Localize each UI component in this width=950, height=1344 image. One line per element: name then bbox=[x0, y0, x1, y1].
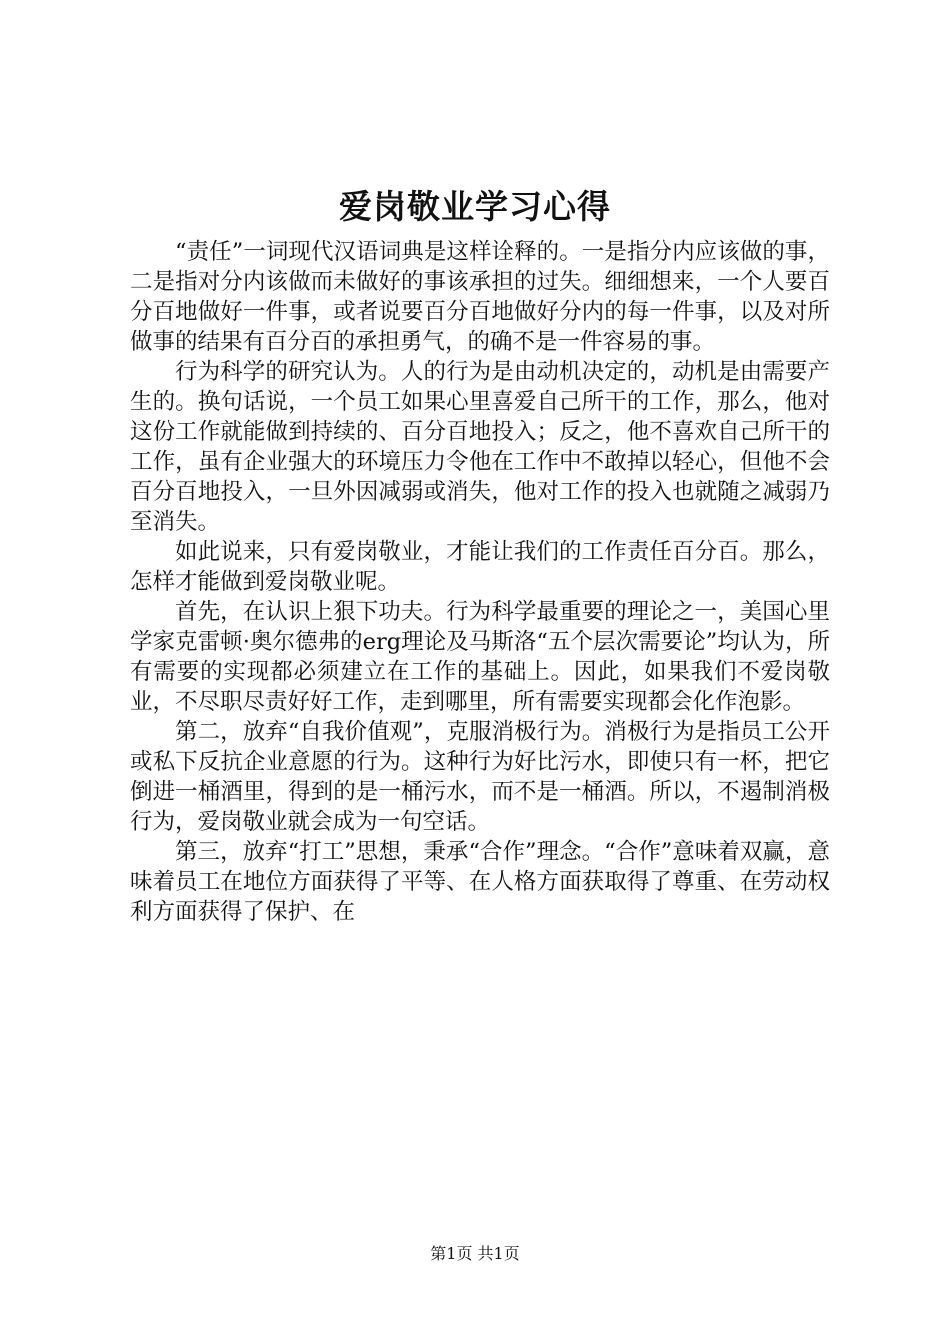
paragraph: 第二，放弃“自我价值观”，克服消极行为。消极行为是指员工公开或私下反抗企业意愿的行为。这种行为好比污水，即使只有一杯，把它倒进一桶酒里，得到的是一桶污水，而不是一桶酒。所以，不遏制消极行为，爱岗敬业就会成为一句空话。 bbox=[130, 719, 830, 835]
document-body bbox=[130, 237, 830, 927]
paragraph: “责任”一词现代汉语词典是这样诠释的。一是指分内应该做的事，二是指对分内该做而未做好的事该承担的过失。细细想来，一个人要百分百地做好一件事，或者说要百分百地做好分内的每一件事，以及对所做事的结果有百分百的承担勇气，的确不是一件容易的事。 bbox=[130, 239, 830, 355]
paragraph: 第三，放弃“打工”思想，秉承“合作”理念。“合作”意味着双赢，意味着员工在地位方面获得了平等、在人格方面获取得了尊重、在劳动权利方面获得了保护、在 bbox=[130, 839, 830, 925]
document-title: 爱岗敬业学习心得 bbox=[339, 187, 611, 226]
page-number-footer: 第1页 共1页 bbox=[430, 1244, 520, 1263]
paragraph: 行为科学的研究认为。人的行为是由动机决定的，动机是由需要产生的。换句话说，一个员工如果心里喜爱自己所干的工作，那么，他对这份工作就能做到持续的、百分百地投入；反之，他不喜欢自己所干的工作，虽有企业强大的环境压力令他在工作中不敢掉以轻心，但他不会百分百地投入，一旦外因减弱或消失，他对工作的投入也就随之减弱乃至消失。 bbox=[130, 359, 830, 535]
paragraph: 首先，在认识上狠下功夫。行为科学最重要的理论之一，美国心里学家克雷顿·奥尔德弗的erg理论及马斯洛“五个层次需要论”均认为，所有需要的实现都必须建立在工作的基础上。因此，如果我们不爱岗敬业，不尽职尽责好好工作，走到哪里，所有需要实现都会化作泡影。 bbox=[130, 599, 830, 715]
paragraph: 如此说来，只有爱岗敬业，才能让我们的工作责任百分百。那么，怎样才能做到爱岗敬业呢。 bbox=[130, 539, 830, 595]
